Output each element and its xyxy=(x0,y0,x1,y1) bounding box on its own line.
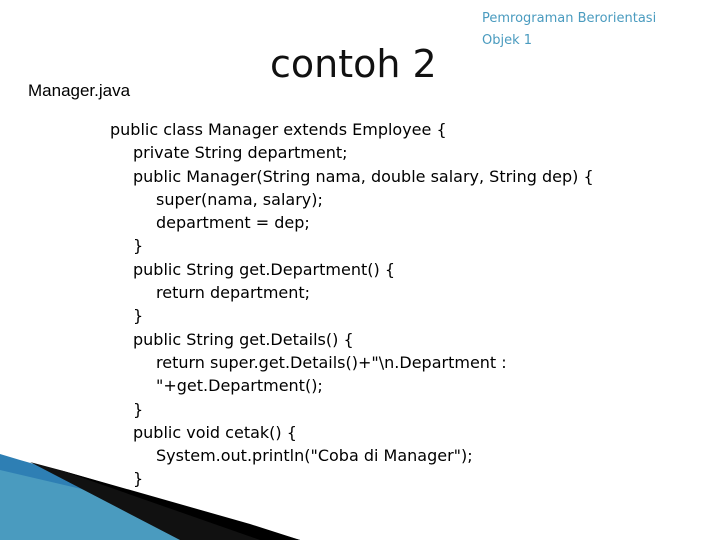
code-line: public String get.Department() { xyxy=(133,259,395,279)
code-line: return super.get.Details()+"\n.Department : xyxy=(156,352,507,372)
code-line: private String department; xyxy=(133,143,348,163)
course-name xyxy=(482,8,712,52)
corner-decoration xyxy=(0,440,300,540)
code-line: public class Manager extends Employee { xyxy=(110,120,447,139)
code-line: super(nama, salary); xyxy=(156,189,323,209)
code-line: department = dep; xyxy=(156,213,310,233)
code-line: } xyxy=(133,469,144,489)
code-line: public void cetak() { xyxy=(133,422,297,442)
code-line: public String get.Details() { xyxy=(133,329,354,349)
code-line: } xyxy=(133,306,144,326)
file-name-label: Manager.java xyxy=(28,81,131,100)
code-line: public Manager(String nama, double salary, String dep) { xyxy=(133,166,594,186)
course-name-line-2: Objek 1 xyxy=(482,33,533,48)
code-line: return department; xyxy=(156,283,311,303)
code-line: } xyxy=(133,399,144,419)
code-line: System.out.println("Coba di Manager"); xyxy=(156,446,473,466)
code-line: "+get.Department(); xyxy=(156,376,323,396)
slide-title: contoh 2 xyxy=(270,42,437,86)
course-name-line-1: Pemrograman Berorientasi xyxy=(482,11,657,26)
code-line: } xyxy=(133,236,144,256)
